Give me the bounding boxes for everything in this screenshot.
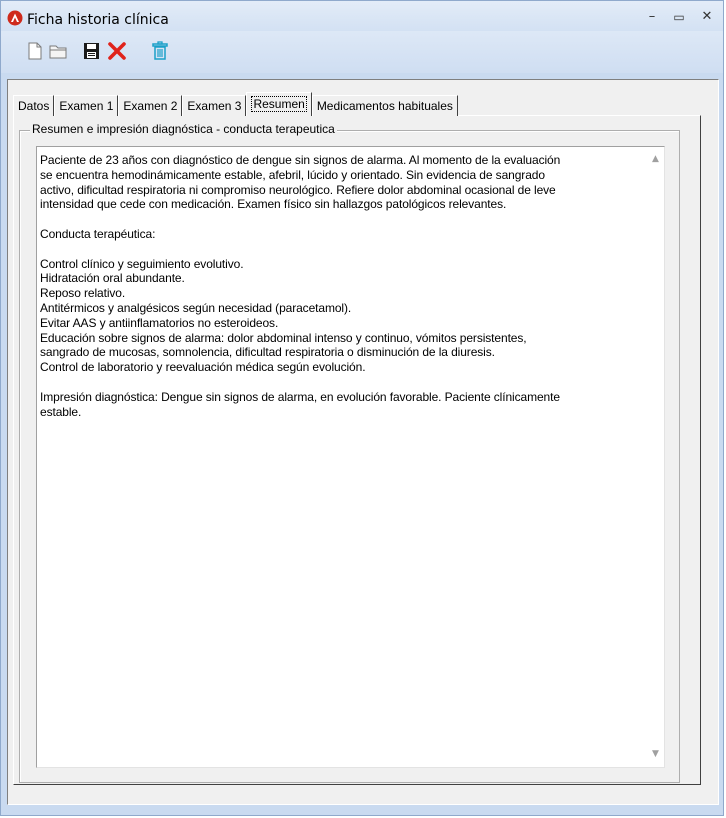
memo-line: Educación sobre signos de alarma: dolor abdominal intenso y continuo, vómitos persistentes, — [40, 330, 527, 345]
memo-line: se encuentra hemodinámicamente estable, afebril, lúcido y orientado. Sin evidencia de sangrado — [40, 167, 545, 182]
tab-examen-3[interactable] — [182, 95, 246, 116]
tab-label: Resumen — [253, 97, 305, 111]
memo-line: Paciente de 23 años con diagnóstico de dengue sin signos de alarma. Al momento de la evaluación — [40, 153, 561, 167]
tab-examen-1[interactable] — [54, 95, 118, 116]
tab-strip — [13, 92, 458, 116]
groupbox-legend: Resumen e impresión diagnóstica - conducta terapeutica — [32, 122, 335, 136]
tab-datos[interactable] — [13, 95, 54, 116]
memo-line: Control clínico y seguimiento evolutivo. — [40, 256, 244, 271]
tab-label: Examen 1 — [59, 99, 114, 113]
memo-content[interactable] — [40, 153, 638, 419]
trash-icon[interactable] — [150, 40, 170, 62]
memo-line: Evitar AAS y antiinflamatorios no esteroideos. — [40, 315, 279, 330]
tab-medicamentos-habituales[interactable] — [312, 95, 458, 116]
tab-resumen[interactable] — [246, 92, 311, 116]
open-folder-icon[interactable] — [48, 40, 68, 62]
tab-label: Examen 3 — [187, 99, 242, 113]
toolbar — [1, 31, 723, 73]
memo-blank-line — [40, 242, 638, 257]
vertical-scrollbar[interactable] — [647, 147, 664, 767]
summary-memo-field[interactable] — [36, 146, 665, 768]
memo-line: activo, dificultad respiratoria ni compromiso neurológico. Refiere dolor abdominal ocasional de leve — [40, 182, 556, 197]
close-button[interactable]: ✕ — [701, 9, 713, 24]
title-bar[interactable] — [1, 1, 723, 31]
tab-label: Datos — [18, 99, 50, 113]
tab-label: Medicamentos habituales — [316, 99, 453, 113]
delete-icon[interactable] — [107, 40, 127, 62]
maximize-button[interactable]: ▭ — [673, 10, 685, 24]
save-icon[interactable] — [81, 40, 101, 62]
memo-line: Control de laboratorio y reevaluación médica según evolución. — [40, 360, 366, 375]
scroll-up-arrow-icon[interactable]: ▲ — [652, 154, 659, 164]
window-title: Ficha historia clínica — [27, 12, 169, 28]
memo-line: Conducta terapéutica: — [40, 226, 156, 241]
memo-blank-line — [40, 212, 638, 227]
minimize-button[interactable]: – — [648, 9, 656, 24]
memo-line: sangrado de mucosas, somnolencia, dificultad respiratoria o disminución de la diuresis. — [40, 345, 495, 360]
memo-blank-line — [40, 375, 638, 390]
scroll-down-arrow-icon[interactable]: ▼ — [652, 749, 659, 759]
app-logo-icon — [7, 10, 23, 26]
memo-line: Hidratación oral abundante. — [40, 271, 185, 286]
memo-line: intensidad que cede con medicación. Examen físico sin hallazgos patológicos relevantes. — [40, 197, 507, 212]
memo-line: Impresión diagnóstica: Dengue sin signos de alarma, en evolución favorable. Paciente clínicamente — [40, 389, 560, 404]
memo-line: Antitérmicos y analgésicos según necesidad (paracetamol). — [40, 300, 352, 315]
tab-label: Examen 2 — [123, 99, 178, 113]
memo-line: estable. — [40, 404, 82, 419]
new-document-icon[interactable] — [25, 40, 45, 62]
memo-line: Reposo relativo. — [40, 286, 126, 301]
tab-examen-2[interactable] — [118, 95, 182, 116]
